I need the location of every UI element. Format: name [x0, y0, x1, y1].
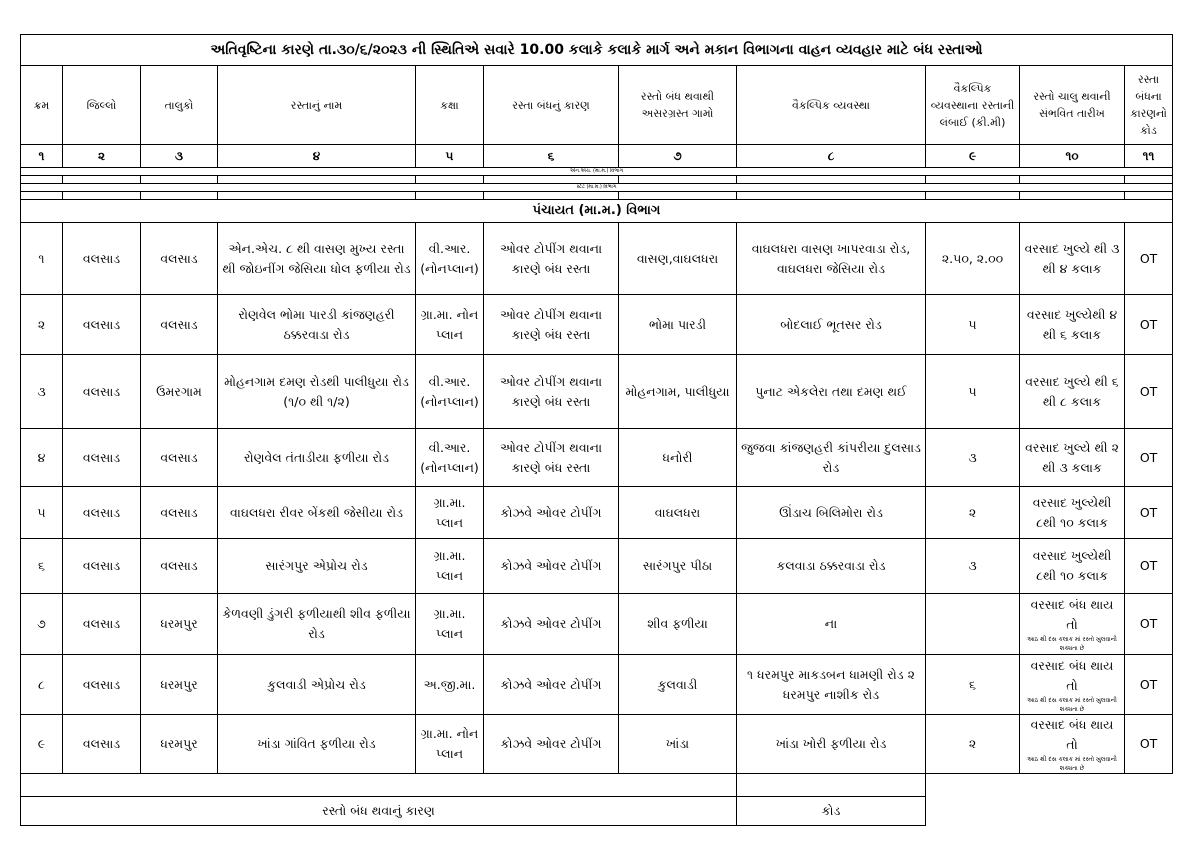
header-sr: ક્રમ	[21, 66, 63, 145]
row-sr: ૯	[21, 715, 63, 774]
row-district: વલસાડ	[63, 539, 141, 594]
row-reason-code: OT	[1125, 295, 1173, 355]
header-alternate-route: વૈકલ્પિક વ્યવસ્થા	[737, 66, 926, 145]
column-number-row	[21, 145, 1173, 168]
row-alternate-length: ૬	[926, 655, 1020, 715]
row-category: અ.જી.મા.	[416, 655, 484, 715]
row-closure-reason: કોઝવે ઓવર ટોપીંગ	[484, 487, 619, 539]
reopen-text: વરસાદ બંધ થાય તો	[1030, 717, 1114, 752]
header-category: કક્ષા	[416, 66, 484, 145]
row-category: વી.આર. (નોનપ્લાન)	[416, 429, 484, 487]
row-reopen-date: વરસાદ ખુલ્યેથી ૪ થી ૬ કલાક	[1020, 295, 1125, 355]
row-alternate-route: પુનાટ એકલેરા તથા દમણ થઈ	[737, 355, 926, 429]
row-sr: ૭	[21, 594, 63, 655]
row-taluka: ધરમપુર	[141, 594, 218, 655]
row-road-name: ખાંડા ગાંવિત ફળીયા રોડ	[218, 715, 416, 774]
header-reopen-date: રસ્તો ચાલુ થવાની સંભવિત તારીખ	[1020, 66, 1125, 145]
row-reopen-date	[1020, 655, 1125, 715]
row-district: વલસાડ	[63, 487, 141, 539]
table-row	[21, 355, 1173, 429]
row-alternate-route: વાઘલધરા વાસણ ખાપરવાડા રોડ, વાઘલધરા જેસિયા રોડ	[737, 223, 926, 295]
header-road-name: રસ્તાનું નામ	[218, 66, 416, 145]
row-road-name: કેળવણી ડુંગરી ફળીયાથી શીવ ફળીયા રોડ	[218, 594, 416, 655]
row-affected-villages: કુલવાડી	[619, 655, 737, 715]
row-alternate-route: બોદલાઈ ભૂતસર રોડ	[737, 295, 926, 355]
row-reason-code: OT	[1125, 655, 1173, 715]
column-number: ૨	[63, 145, 141, 168]
row-reopen-date: વરસાદ ખુલ્યે થી ૬ થી ૮ કલાક	[1020, 355, 1125, 429]
row-sr: ૬	[21, 539, 63, 594]
header-row	[21, 66, 1173, 145]
reopen-note: આઠ થી દસ કલાક માં રસ્તો ખુલવાની શક્યતા છે	[1027, 756, 1117, 772]
row-district: વલસાડ	[63, 655, 141, 715]
row-alternate-route: ખાંડા ખોરી ફળીયા રોડ	[737, 715, 926, 774]
row-reason-code: OT	[1125, 487, 1173, 539]
row-road-name: રોણવેલ ભોમા પારડી કાંજણહરી ઠક્કરવાડા રોડ	[218, 295, 416, 355]
row-sr: ૫	[21, 487, 63, 539]
header-district: જિલ્લો	[63, 66, 141, 145]
row-alternate-length	[926, 594, 1020, 655]
row-district: વલસાડ	[63, 295, 141, 355]
row-road-name: મોહનગામ દમણ રોડથી પાલીધુયા રોડ (૧/૦ થી ૧/૨)	[218, 355, 416, 429]
section-title: પંચાયત (મા.મ.) વિભાગ	[21, 200, 1173, 223]
column-number: ૯	[926, 145, 1020, 168]
row-sr: ૨	[21, 295, 63, 355]
row-affected-villages: મોહનગામ, પાલીધુયા	[619, 355, 737, 429]
row-closure-reason: ઓવર ટોપીંગ થવાના કારણે બંધ રસ્તા	[484, 355, 619, 429]
blank-row	[21, 192, 1173, 200]
column-number: ૧	[21, 145, 63, 168]
column-number: ૩	[141, 145, 218, 168]
row-closure-reason: કોઝવે ઓવર ટોપીંગ	[484, 715, 619, 774]
row-taluka: વલસાડ	[141, 487, 218, 539]
header-reason-code: રસ્તા બંધના કારણનો કોડ	[1125, 66, 1173, 145]
row-alternate-length: ૨.૫૦, ૨.૦૦	[926, 223, 1020, 295]
row-alternate-route: જુજવા કાંજણહરી કાંપરીયા દુલસાડ રોડ	[737, 429, 926, 487]
row-reason-code: OT	[1125, 715, 1173, 774]
row-taluka: ધરમપુર	[141, 715, 218, 774]
row-affected-villages: વાઘલધરા	[619, 487, 737, 539]
row-category: વી.આર. (નોનપ્લાન)	[416, 223, 484, 295]
row-sr: ૪	[21, 429, 63, 487]
row-taluka: વલસાડ	[141, 429, 218, 487]
row-affected-villages: વાસણ,વાઘલધરા	[619, 223, 737, 295]
reopen-text: વરસાદ બંધ થાય તો	[1030, 657, 1114, 693]
row-affected-villages: ખાંડા	[619, 715, 737, 774]
row-reason-code: OT	[1125, 539, 1173, 594]
row-category: ગ્રા.મા. નોન પ્લાન	[416, 715, 484, 774]
row-district: વલસાડ	[63, 223, 141, 295]
row-district: વલસાડ	[63, 594, 141, 655]
row-reopen-date	[1020, 715, 1125, 774]
nh-division-label: એન.એચ. (મા.મ.) વિભાગ	[21, 168, 1173, 176]
header-closure-reason: રસ્તા બંધનું કારણ	[484, 66, 619, 145]
row-category: ગ્રા.મા. નોન પ્લાન	[416, 295, 484, 355]
header-taluka: તાલુકો	[141, 66, 218, 145]
row-alternate-length: ૩	[926, 429, 1020, 487]
row-affected-villages: શીવ ફળીયા	[619, 594, 737, 655]
state-division-label: સ્ટેટ (મા.મ.) વિભાગ	[21, 184, 1173, 192]
footer-legend-row	[21, 797, 1173, 826]
row-category: વી.આર. (નોનપ્લાન)	[416, 355, 484, 429]
row-reason-code: OT	[1125, 355, 1173, 429]
row-taluka: ધરમપુર	[141, 655, 218, 715]
footer-reason-label: રસ્તો બંધ થવાનું કારણ	[21, 797, 737, 826]
row-affected-villages: ધનોરી	[619, 429, 737, 487]
row-road-name: વાઘલધરા રીવર બેંકથી જેસીયા રોડ	[218, 487, 416, 539]
table-row	[21, 487, 1173, 539]
row-closure-reason: ઓવર ટોપીંગ થવાના કારણે બંધ રસ્તા	[484, 295, 619, 355]
panchayat-section-row	[21, 200, 1173, 223]
row-road-name: રોણવેલ તંતાડીયા ફળીયા રોડ	[218, 429, 416, 487]
column-number: ૧૦	[1020, 145, 1125, 168]
footer-code-label: કોડ	[737, 797, 926, 826]
reopen-text: વરસાદ બંધ થાય તો	[1030, 597, 1114, 632]
row-closure-reason: ઓવર ટોપીંગ થવાના કારણે બંધ રસ્તા	[484, 223, 619, 295]
table-row	[21, 655, 1173, 715]
column-number: ૫	[416, 145, 484, 168]
row-alternate-length: ૫	[926, 355, 1020, 429]
row-affected-villages: સારંગપુર પીઠા	[619, 539, 737, 594]
row-category: ગ્રા.મા. પ્લાન	[416, 594, 484, 655]
row-alternate-route: ૧ ધરમપુર માકડબન ધામણી રોડ ૨ ધરમપુર નાશીક રોડ	[737, 655, 926, 715]
header-affected-villages: રસ્તો બંધ થવાથી અસરગ્રસ્ત ગામો	[619, 66, 737, 145]
row-alternate-length: ૫	[926, 295, 1020, 355]
row-district: વલસાડ	[63, 715, 141, 774]
row-reason-code: OT	[1125, 429, 1173, 487]
table-row	[21, 295, 1173, 355]
row-reopen-date: વરસાદ ખુલ્યેથી ૮થી ૧૦ કલાક	[1020, 539, 1125, 594]
row-sr: ૩	[21, 355, 63, 429]
row-closure-reason: કોઝવે ઓવર ટોપીંગ	[484, 655, 619, 715]
row-category: ગ્રા.મા. પ્લાન	[416, 539, 484, 594]
row-reopen-date	[1020, 594, 1125, 655]
row-reopen-date: વરસાદ ખુલ્યે થી ૨ થી ૩ કલાક	[1020, 429, 1125, 487]
row-reason-code: OT	[1125, 223, 1173, 295]
row-category: ગ્રા.મા. પ્લાન	[416, 487, 484, 539]
column-number: ૭	[619, 145, 737, 168]
row-road-name: એન.એચ. ૮ થી વાસણ મુખ્ય રસ્તા થી જોઇનીંગ જેસિયા ધોલ ફળીયા રોડ	[218, 223, 416, 295]
row-alternate-route: ઊંડાચ બિલિમોરા રોડ	[737, 487, 926, 539]
row-reopen-date: વરસાદ ખુલ્યેથી ૮થી ૧૦ કલાક	[1020, 487, 1125, 539]
row-sr: ૧	[21, 223, 63, 295]
row-reason-code: OT	[1125, 594, 1173, 655]
report-title: અતિવૃષ્ટિના કારણે તા.૩૦/૬/૨૦૨૩ ની સ્થિતિએ સવારે 10.00 કલાકે કલાકે માર્ગ અને મકાન વિભાગના વાહન વ્યવહાર માટે બંધ રસ્તાઓ	[21, 35, 1173, 66]
table-row	[21, 429, 1173, 487]
column-number: ૬	[484, 145, 619, 168]
row-alternate-length: ૨	[926, 487, 1020, 539]
column-number: ૪	[218, 145, 416, 168]
row-road-name: સારંગપુર એપ્રોચ રોડ	[218, 539, 416, 594]
closed-roads-table	[20, 34, 1173, 826]
row-taluka: ઉમરગામ	[141, 355, 218, 429]
row-alternate-length: ૩	[926, 539, 1020, 594]
column-number: ૮	[737, 145, 926, 168]
footer-blank-row	[21, 774, 1173, 797]
row-sr: ૮	[21, 655, 63, 715]
row-taluka: વલસાડ	[141, 223, 218, 295]
table-row	[21, 539, 1173, 594]
table-row	[21, 715, 1173, 774]
table-row	[21, 223, 1173, 295]
column-number: ૧૧	[1125, 145, 1173, 168]
closed-roads-sheet	[20, 34, 1172, 826]
row-road-name: કુલવાડી એપ્રોચ રોડ	[218, 655, 416, 715]
state-division-row	[21, 184, 1173, 192]
header-alternate-length: વૈકલ્પિક વ્યવસ્થાના રસ્તાની લંબાઈ (કી.મી)	[926, 66, 1020, 145]
row-taluka: વલસાડ	[141, 295, 218, 355]
row-taluka: વલસાડ	[141, 539, 218, 594]
row-closure-reason: કોઝવે ઓવર ટોપીંગ	[484, 539, 619, 594]
reopen-note: આઠ થી દસ કલાક માં રસ્તો ખુલવાની શક્યતા છે	[1027, 636, 1117, 652]
table-row	[21, 594, 1173, 655]
row-district: વલસાડ	[63, 355, 141, 429]
reopen-note: આઠ થી દસ કલાક માં રસ્તો ખુલવાની શક્યતા છે	[1027, 696, 1117, 713]
row-alternate-length: ૨	[926, 715, 1020, 774]
row-alternate-route: ના	[737, 594, 926, 655]
row-closure-reason: ઓવર ટોપીંગ થવાના કારણે બંધ રસ્તા	[484, 429, 619, 487]
nh-division-row	[21, 168, 1173, 176]
row-closure-reason: કોઝવે ઓવર ટોપીંગ	[484, 594, 619, 655]
blank-row	[21, 176, 1173, 184]
row-district: વલસાડ	[63, 429, 141, 487]
row-reopen-date: વરસાદ ખુલ્યે થી ૩ થી ૪ કલાક	[1020, 223, 1125, 295]
row-alternate-route: કલવાડા ઠક્કરવાડા રોડ	[737, 539, 926, 594]
row-affected-villages: ભોમા પારડી	[619, 295, 737, 355]
